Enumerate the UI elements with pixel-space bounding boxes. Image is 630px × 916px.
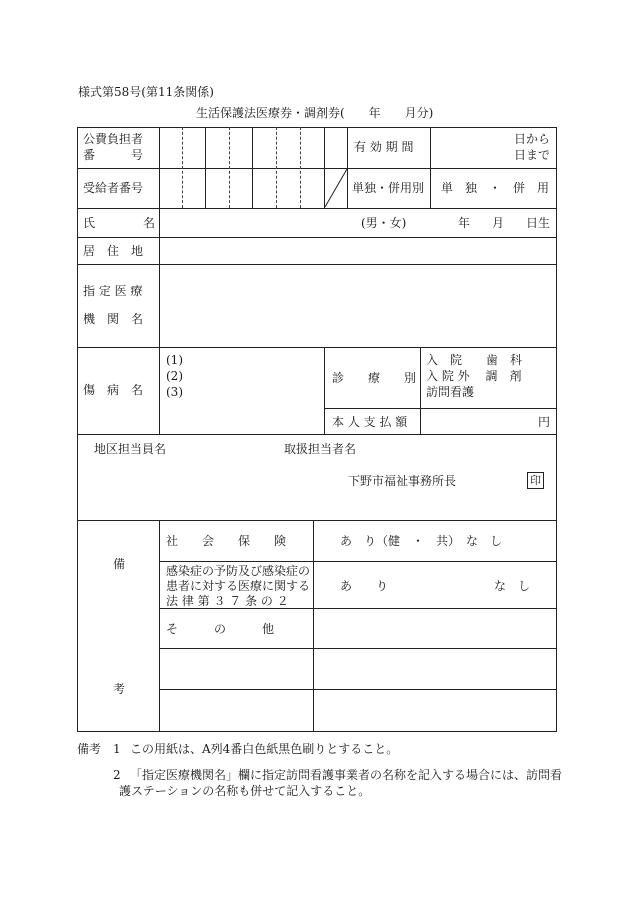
office-head: 下野市福祉事務所長 — [348, 474, 457, 488]
infection-law-label-1: 感染症の予防及び感染症の — [166, 564, 311, 578]
validity-to: 日まで — [513, 148, 550, 162]
single-combined-value: 単 独 ・ 併 用 — [441, 181, 550, 195]
birth-month: 月 — [492, 216, 505, 230]
payment-unit: 円 — [538, 415, 551, 429]
address-label: 居 住 地 — [83, 244, 144, 258]
note-1-number: 1 — [113, 742, 121, 756]
birth-day: 日生 — [526, 216, 551, 230]
name-label-2: 名 — [143, 216, 156, 230]
birth-year: 年 — [458, 216, 471, 230]
treatment-option-2: 入 院 外 調 剤 — [426, 369, 522, 383]
form-title: 生活保護法医療券・調剤券( 年 月分) — [196, 106, 434, 120]
notes-prefix: 備考 — [77, 742, 102, 756]
remarks-label-bottom: 考 — [113, 682, 126, 696]
note-2-text-1: 「指定医療機関名」欄に指定訪問看護事業者の名称を記入する場合には、訪問看 — [130, 768, 563, 782]
other-label: そ の 他 — [166, 622, 275, 636]
handler-label: 取扱担当者名 — [284, 442, 357, 456]
recipient-number-label: 受給者番号 — [83, 181, 144, 195]
note-2-text-2: 護ステーションの名称も併せて記入すること。 — [119, 784, 371, 798]
disease-2: (2) — [166, 369, 183, 383]
note-2-number: 2 — [113, 768, 121, 782]
single-combined-label: 単独・併用別 — [352, 181, 425, 195]
treatment-option-1: 入 院 歯 科 — [426, 353, 523, 367]
infection-law-label-3: 法 律 第 ３ ７ 条 の ２ — [166, 594, 289, 608]
infection-law-label-2: 患者に対する医療に関する — [166, 579, 311, 593]
treatment-label: 診 療 別 — [332, 371, 417, 385]
institution-label-1: 指 定 医 療 — [83, 284, 143, 298]
social-insurance-label: 社 会 保 険 — [166, 534, 287, 548]
institution-label-2: 機 関 名 — [83, 312, 144, 326]
district-officer-label: 地区担当員名 — [94, 442, 167, 456]
validity-label: 有 効 期 間 — [354, 140, 414, 154]
seal-box: 印 — [527, 472, 544, 489]
remarks-label-top: 備 — [113, 557, 126, 571]
payer-number-label: 公費負担者 — [83, 132, 144, 146]
sex-value: (男・女) — [361, 216, 407, 230]
note-1-text: この用紙は、A列4番白色紙黒色刷りとすること。 — [130, 742, 399, 756]
infection-value-yes: あ り — [340, 579, 389, 593]
social-insurance-value: あ り（健 ・ 共） な し — [340, 534, 503, 548]
treatment-option-3: 訪問看護 — [426, 385, 475, 399]
form-number: 様式第58号(第11条関係) — [78, 85, 214, 99]
disease-1: (1) — [166, 353, 183, 367]
validity-from: 日から — [513, 132, 550, 146]
payment-label: 本 人 支 払 額 — [332, 415, 408, 429]
disease-label: 傷 病 名 — [83, 383, 144, 397]
payer-number-label-2: 番 号 — [83, 148, 144, 162]
name-label: 氏 — [83, 216, 96, 230]
infection-value-no: な し — [494, 579, 531, 593]
disease-3: (3) — [166, 385, 183, 399]
diagonal-slash — [324, 168, 348, 208]
